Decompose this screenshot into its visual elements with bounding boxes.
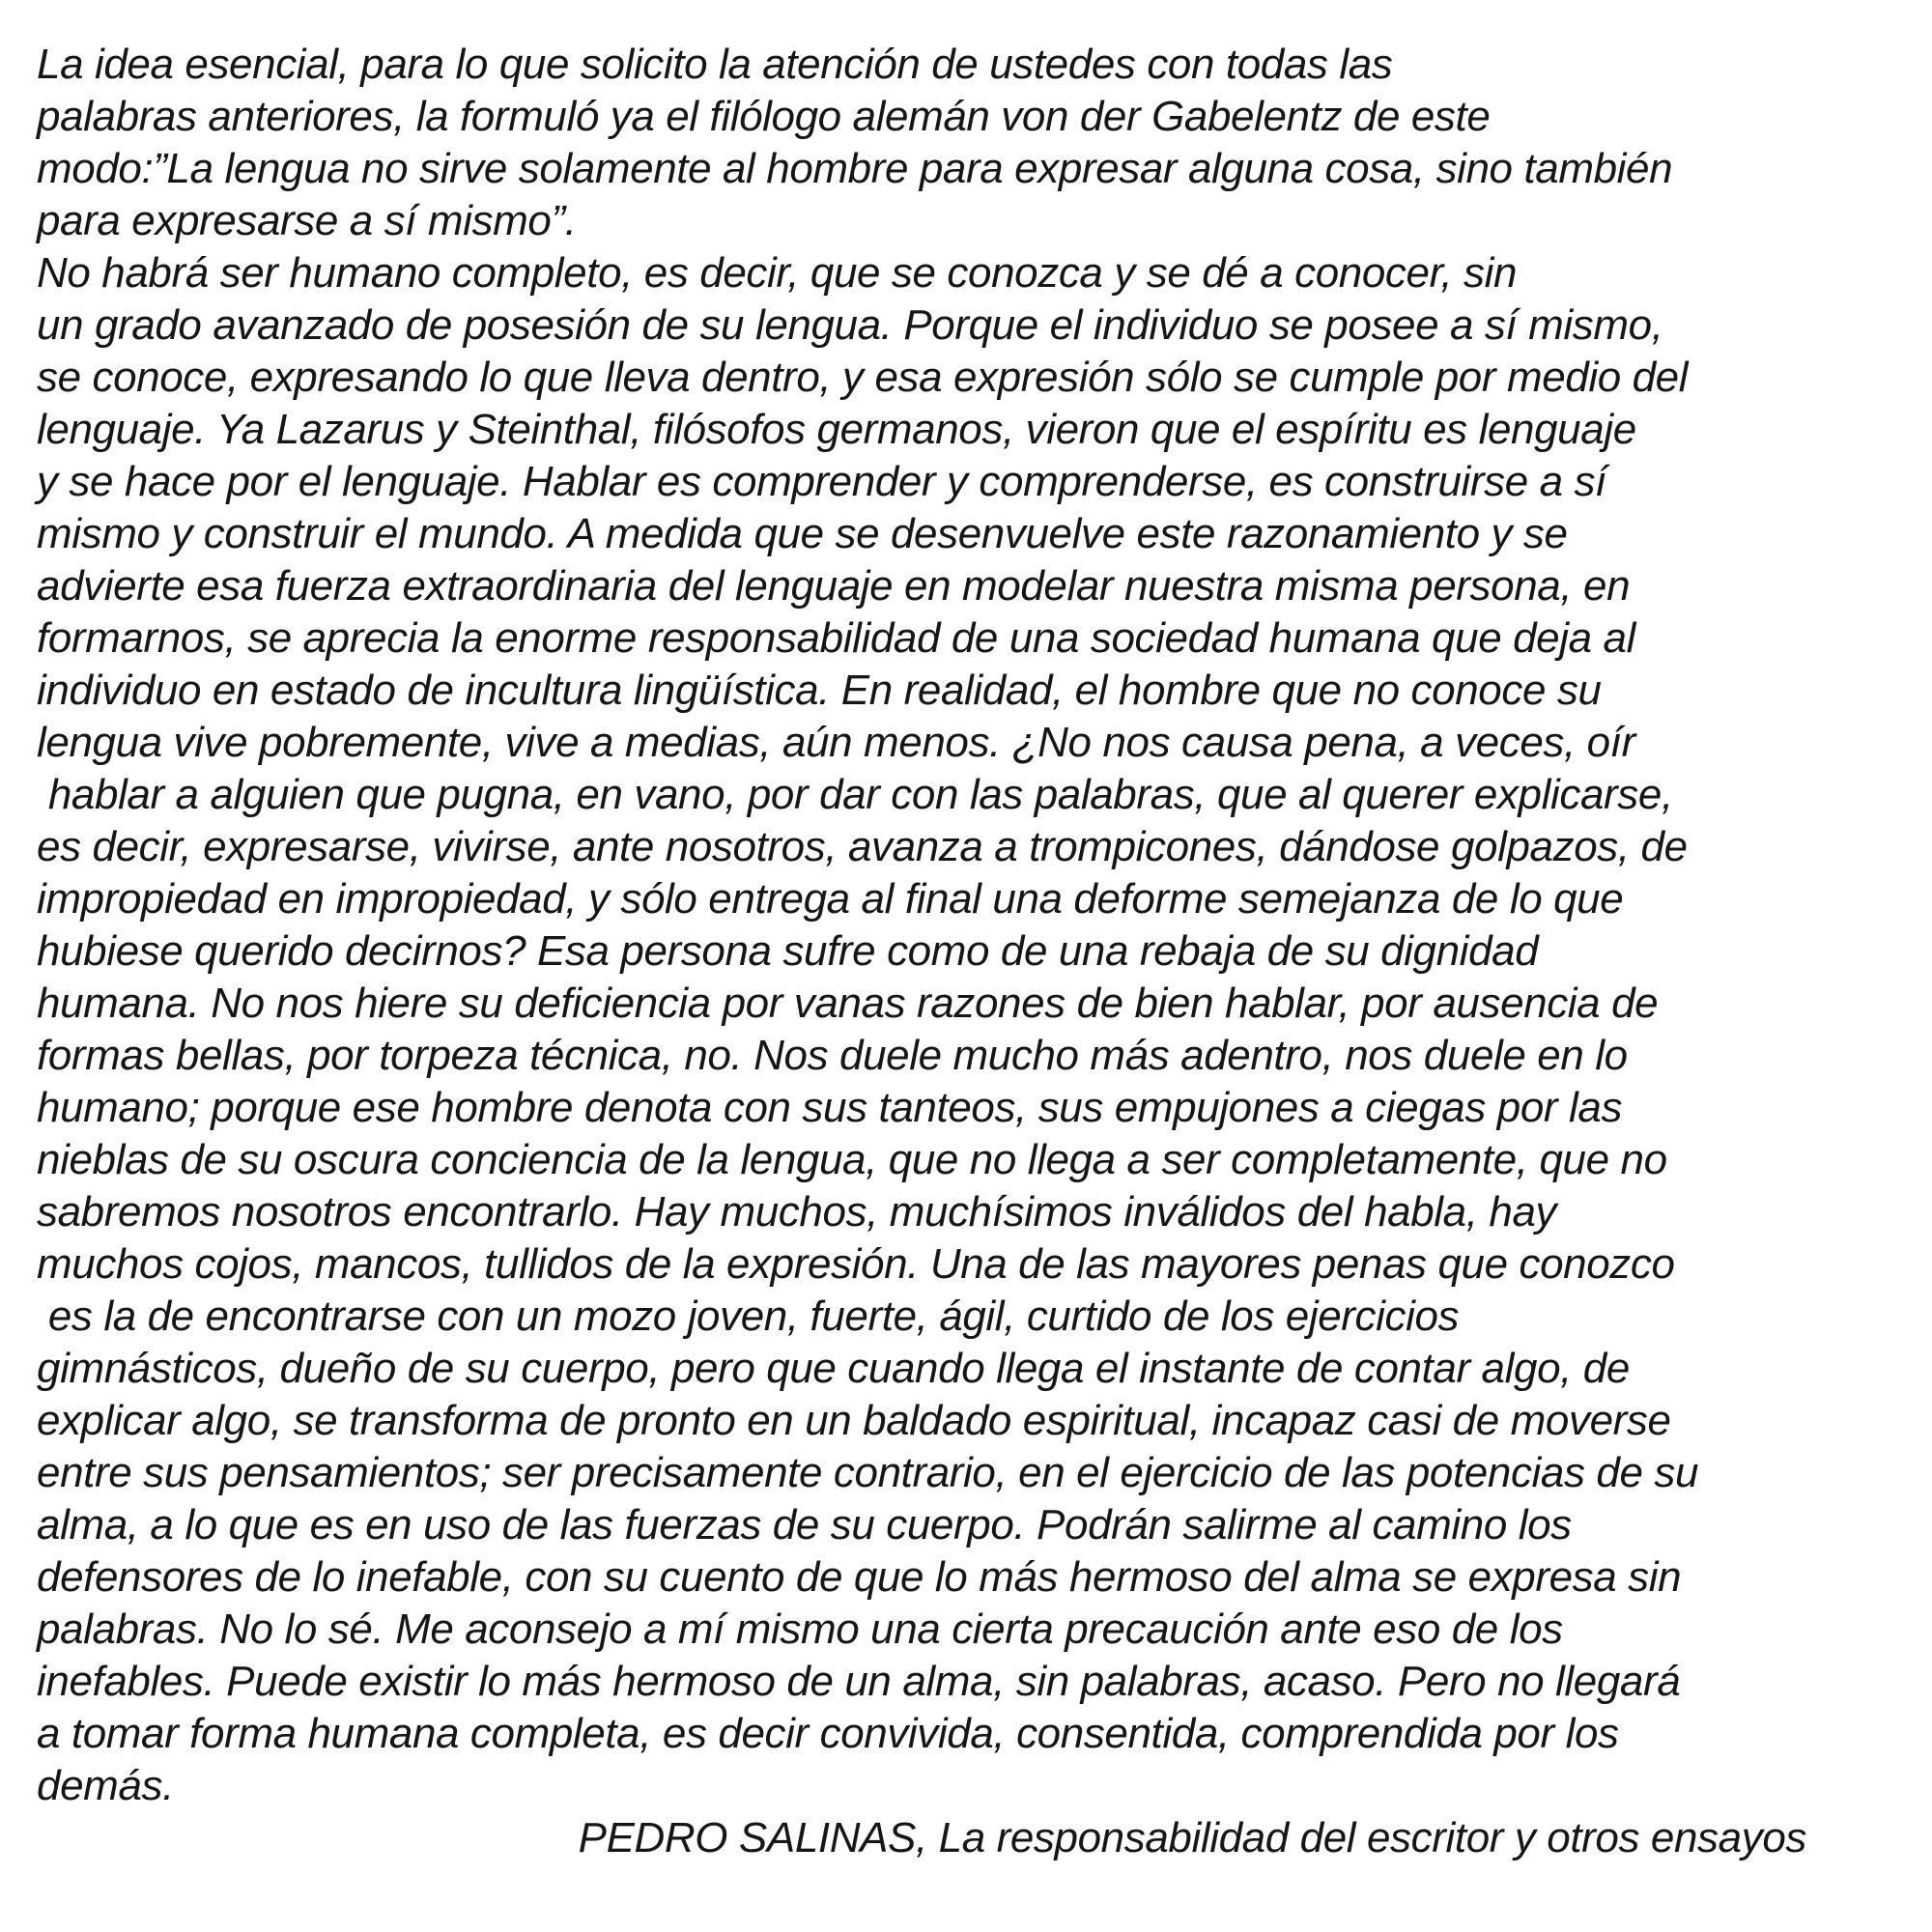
text-line: No habrá ser humano completo, es decir, que se conozca y se dé a conocer, sin [37, 249, 1518, 297]
text-line: es decir, expresarse, vivirse, ante nosotros, avanza a trompicones, dándose golpazos, de [37, 823, 1688, 870]
text-line: a tomar forma humana completa, es decir convivida, consentida, comprendida por los [37, 1710, 1619, 1757]
text-line: alma, a lo que es en uso de las fuerzas de su cuerpo. Podrán salirme al camino los [37, 1501, 1572, 1548]
text-line: explicar algo, se transforma de pronto en un baldado espiritual, incapaz casi de moverse [37, 1397, 1671, 1444]
text-line: defensores de lo inefable, con su cuento de que lo más hermoso del alma se expresa sin [37, 1553, 1682, 1601]
text-line: se conoce, expresando lo que lleva dentro, y esa expresión sólo se cumple por medio del [37, 354, 1689, 401]
text-line: humana. No nos hiere su deficiencia por vanas razones de bien hablar, por ausencia de [37, 980, 1659, 1027]
text-line: hubiese querido decirnos? Esa persona sufre como de una rebaja de su dignidad [37, 927, 1539, 975]
text-line: gimnásticos, dueño de su cuerpo, pero que cuando llega el instante de contar algo, de [37, 1345, 1630, 1392]
text-line: lenguaje. Ya Lazarus y Steinthal, filósofos germanos, vieron que el espíritu es lenguaje [37, 406, 1636, 453]
text-line: entre sus pensamientos; ser precisamente contrario, en el ejercicio de las potencias de su [37, 1449, 1699, 1496]
text-line: formas bellas, por torpeza técnica, no. Nos duele mucho más adentro, nos duele en lo [37, 1032, 1628, 1079]
text-line: un grado avanzado de posesión de su lengua. Porque el individuo se posee a sí mismo, [37, 301, 1663, 349]
essay-text [37, 39, 1893, 1864]
text-line: lengua vive pobremente, vive a medias, aún menos. ¿No nos causa pena, a veces, oír [37, 719, 1635, 766]
text-line: es la de encontrarse con un mozo joven, fuerte, ágil, curtido de los ejercicios [37, 1293, 1460, 1340]
text-line: advierte esa fuerza extraordinaria del lenguaje en modelar nuestra misma persona, en [37, 562, 1631, 610]
text-line: muchos cojos, mancos, tullidos de la expresión. Una de las mayores penas que conozco [37, 1240, 1675, 1288]
text-line: demás. [37, 1762, 174, 1809]
text-line: palabras anteriores, la formuló ya el filólogo alemán von der Gabelentz de este [37, 93, 1491, 140]
text-line: nieblas de su oscura conciencia de la lengua, que no llega a ser completamente, que no [37, 1136, 1667, 1183]
text-line: impropiedad en impropiedad, y sólo entrega al final una deforme semejanza de lo que [37, 875, 1624, 923]
text-line: sabremos nosotros encontrarlo. Hay muchos, muchísimos inválidos del habla, hay [37, 1188, 1557, 1236]
text-line: inefables. Puede existir lo más hermoso de un alma, sin palabras, acaso. Pero no llegará [37, 1658, 1681, 1705]
text-line: y se hace por el lenguaje. Hablar es comprender y comprenderse, es construirse a sí [37, 458, 1606, 505]
text-line: mismo y construir el mundo. A medida que se desenvuelve este razonamiento y se [37, 510, 1568, 557]
text-line: para expresarse a sí mismo”. [37, 197, 577, 244]
text-line: humano; porque ese hombre denota con sus tanteos, sus empujones a ciegas por las [37, 1084, 1623, 1131]
text-line: modo:”La lengua no sirve solamente al hombre para expresar alguna cosa, sino también [37, 145, 1673, 192]
text-line: La idea esencial, para lo que solicito la atención de ustedes con todas las [37, 41, 1393, 88]
text-line: individuo en estado de incultura lingüística. En realidad, el hombre que no conoce su [37, 667, 1602, 714]
text-line: hablar a alguien que pugna, en vano, por dar con las palabras, que al querer explicarse, [37, 771, 1673, 818]
attribution-line: PEDRO SALINAS, La responsabilidad del escritor y otros ensayos [578, 1814, 1806, 1861]
text-line: palabras. No lo sé. Me aconsejo a mí mismo una cierta precaución ante eso de los [37, 1605, 1563, 1653]
text-line: formarnos, se aprecia la enorme responsabilidad de una sociedad humana que deja al [37, 614, 1635, 662]
